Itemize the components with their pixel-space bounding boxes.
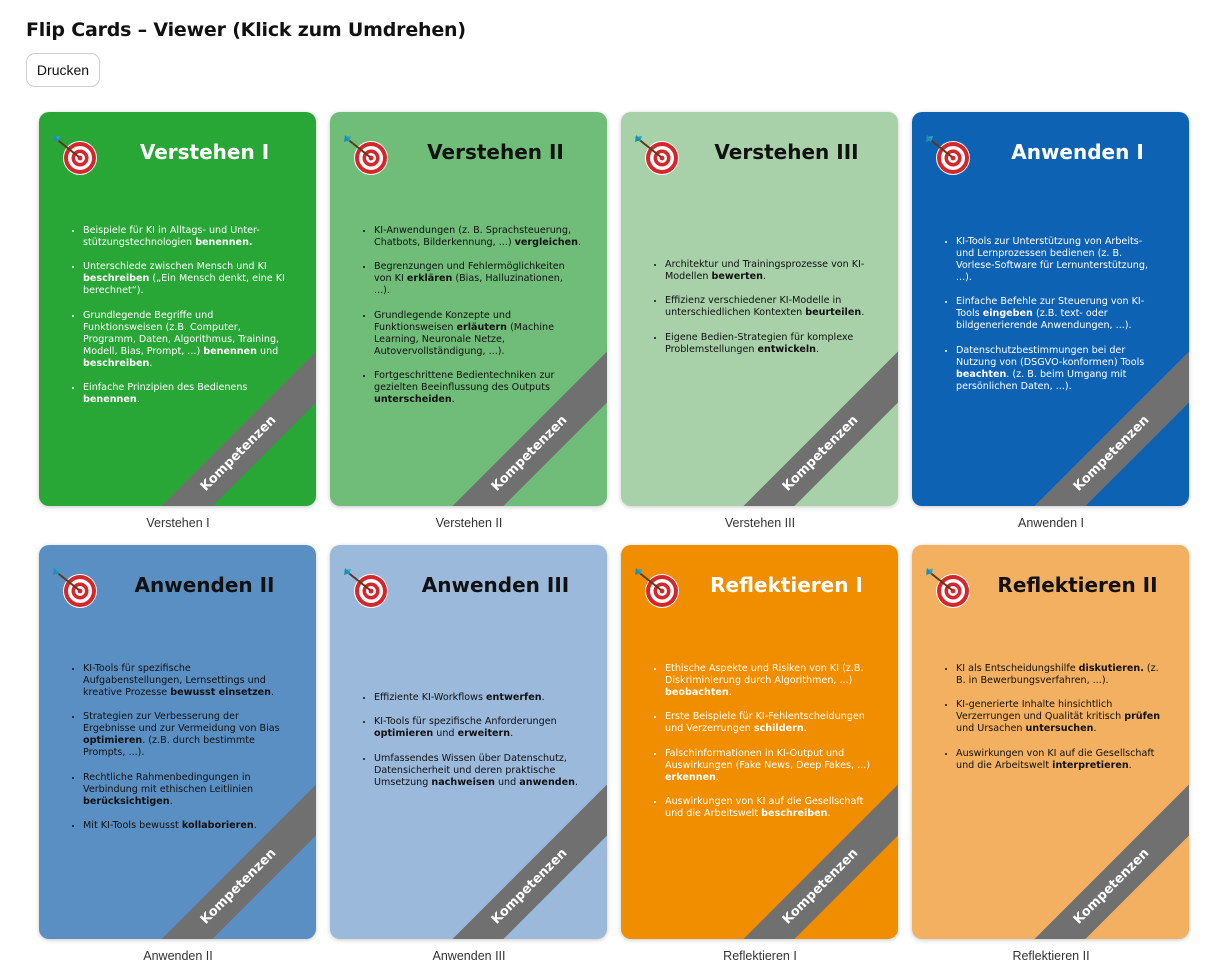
competency-verb: erweitern	[457, 728, 511, 740]
competency-verb: interpretieren	[1052, 759, 1129, 771]
card-header	[924, 565, 1179, 613]
competency-item	[665, 663, 872, 699]
competency-text: Mit KI-Tools bewusst	[83, 820, 182, 832]
competency-text: KI-Tools zur Unterstützung von Arbeits- und Lernprozessen bedienen (z. B. Vorlese-Software für Lernunterstützung, ...).	[956, 236, 1148, 283]
competency-text: .	[169, 795, 173, 807]
competency-text: .	[762, 271, 766, 282]
competency-text: .	[715, 771, 719, 783]
card-caption: Verstehen I	[146, 516, 210, 530]
target-icon	[633, 567, 683, 609]
competency-text: Begrenzungen und Fehlermöglichkeiten von KI	[374, 261, 565, 285]
competency-verb: beurteilen	[805, 307, 862, 319]
flip-card[interactable]	[330, 545, 607, 939]
card-title: Reflektieren I	[710, 573, 863, 597]
competency-text: Umfassendes Wissen über Datenschutz, Datensicherheit und deren praktische Umsetzung	[374, 752, 567, 788]
competency-verb: beachten	[956, 368, 1007, 380]
competency-text: Unterschiede zwischen Mensch und KI	[83, 261, 267, 273]
competency-item	[665, 332, 872, 356]
card-header	[633, 565, 888, 613]
print-button[interactable]: Drucken	[26, 53, 100, 87]
competency-text: und Ursachen	[956, 723, 1026, 735]
competency-item	[374, 716, 581, 740]
competency-text: und	[256, 345, 279, 357]
competency-item	[665, 259, 872, 283]
competency-text: und	[494, 776, 520, 788]
card-caption: Verstehen II	[435, 516, 503, 530]
competency-verb: untersuchen	[1025, 723, 1094, 735]
competency-verb: erkennen	[665, 771, 716, 783]
flip-card[interactable]	[621, 545, 898, 939]
card-caption: Verstehen III	[724, 516, 796, 530]
competency-item	[665, 796, 872, 820]
competency-text: Ethische Aspekte und Risiken von KI (z.B. Diskriminierung durch Algorithmen, ...)	[665, 663, 864, 686]
competency-text: .	[577, 237, 582, 248]
competency-item	[956, 699, 1163, 735]
competency-item	[665, 295, 872, 319]
competency-list	[944, 236, 1163, 405]
competency-text: .	[803, 723, 807, 735]
competency-verb: anwenden	[519, 776, 575, 788]
target-icon	[51, 567, 101, 609]
competency-item	[374, 261, 581, 297]
competency-text: Datenschutzbestimmungen bei der Nutzung von (DSGVO-konformen) Tools	[956, 344, 1145, 368]
card-header	[342, 565, 597, 613]
competency-item	[956, 345, 1163, 393]
competency-item	[83, 772, 290, 808]
competency-text: KI-Tools für spezifische Anforderungen	[374, 716, 557, 728]
competency-item	[374, 753, 581, 789]
card-caption: Anwenden III	[432, 949, 506, 963]
card-wrapper	[621, 112, 899, 530]
competency-text: .	[541, 692, 545, 703]
competency-text: .	[271, 687, 275, 698]
kompetenzen-ribbon: Kompetenzen	[1004, 779, 1189, 939]
competency-item	[374, 225, 581, 249]
competency-list	[653, 663, 872, 833]
competency-text: KI als Entscheidungshilfe	[956, 663, 1079, 674]
card-caption: Anwenden II	[143, 949, 213, 963]
kompetenzen-ribbon: Kompetenzen	[422, 779, 607, 939]
competency-text: . (z. B. beim Umgang mit persönlichen Daten, ...).	[956, 368, 1127, 392]
competency-item	[83, 261, 290, 297]
competency-verb: beschreiben	[83, 357, 150, 369]
competency-text: .	[253, 820, 257, 832]
competency-item	[83, 382, 290, 406]
card-caption: Anwenden I	[1017, 516, 1085, 530]
competency-text: Effiziente KI-Workflows	[374, 692, 487, 703]
target-icon	[51, 134, 101, 176]
competency-item	[83, 820, 290, 832]
competency-text: Strategien zur Verbesserung der Ergebnisse und zur Vermeidung von Bias	[83, 711, 280, 735]
competency-item	[374, 370, 581, 406]
card-title: Verstehen I	[139, 140, 270, 164]
target-icon	[342, 134, 392, 176]
competency-item	[83, 711, 290, 759]
competency-text: .	[136, 394, 140, 406]
competency-verb: beschreiben	[761, 808, 828, 820]
competency-item	[956, 748, 1163, 772]
competency-verb: optimieren	[83, 735, 143, 747]
card-wrapper	[621, 545, 899, 963]
card-wrapper	[39, 112, 317, 530]
card-title: Anwenden III	[421, 573, 570, 597]
card-title: Verstehen III	[714, 140, 859, 164]
flip-card[interactable]	[330, 112, 607, 506]
card-header	[342, 132, 597, 180]
competency-verb: diskutieren.	[1078, 663, 1144, 674]
card-wrapper	[39, 545, 317, 963]
card-header	[51, 132, 306, 180]
competency-text: Fortgeschrittene Bedientechniken zur gezielten Beeinflussung des Outputs	[374, 370, 555, 394]
competency-list	[71, 225, 290, 419]
target-icon	[342, 567, 392, 609]
competency-text: .	[451, 394, 455, 406]
flip-card[interactable]	[621, 112, 898, 506]
competency-item	[665, 748, 872, 784]
competency-verb: beobachten	[665, 687, 729, 698]
competency-text: .	[149, 357, 153, 369]
competency-text: .	[1128, 759, 1132, 771]
competency-text: .	[827, 808, 831, 820]
competency-item	[374, 692, 581, 704]
competency-text: (z. B. in Bewerbungsverfahren, ...).	[956, 663, 1159, 686]
competency-text: Beispiele für KI in Alltags- und Unter-stützungstechnologien	[83, 225, 260, 248]
competency-verb: eingeben	[982, 308, 1033, 320]
card-title: Reflektieren II	[997, 573, 1158, 597]
target-icon	[633, 134, 683, 176]
competency-verb: bewusst einsetzen	[170, 687, 271, 698]
competency-text: KI-generierte Inhalte hinsichtlich Verzerrungen und Qualität kritisch	[956, 699, 1125, 723]
competency-list	[362, 225, 581, 419]
card-caption: Reflektieren I	[723, 949, 797, 963]
page-title: Flip Cards – Viewer (Klick zum Umdrehen)	[26, 19, 466, 41]
kompetenzen-ribbon: Kompetenzen	[131, 346, 316, 506]
competency-list	[71, 663, 290, 845]
card-wrapper	[912, 545, 1190, 963]
competency-verb: benennen.	[195, 237, 253, 248]
competency-text: Auswirkungen von KI auf die Gesellschaft und die Arbeitswelt	[665, 796, 864, 820]
competency-text: Auswirkungen von KI auf die Gesellschaft und die Arbeitswelt	[956, 747, 1155, 771]
competency-verb: nachweisen	[431, 776, 495, 788]
competency-text: KI-Anwendungen (z. B. Sprachsteuerung, Chatbots, Bilderkennung, ...)	[374, 225, 572, 248]
card-header	[924, 132, 1179, 180]
card-header	[51, 565, 306, 613]
competency-verb: prüfen	[1124, 711, 1161, 723]
card-title: Verstehen II	[427, 140, 564, 164]
competency-verb: bewerten	[711, 271, 763, 282]
competency-verb: unterscheiden	[374, 394, 452, 406]
competency-item	[83, 310, 290, 370]
card-wrapper	[912, 112, 1190, 530]
competency-item	[956, 296, 1163, 332]
competency-verb: beschreiben	[83, 273, 150, 285]
card-wrapper	[330, 545, 608, 963]
competency-text: und	[433, 728, 458, 740]
competency-verb: benennen	[203, 345, 257, 357]
card-header	[633, 132, 888, 180]
competency-text: Erste Beispiele für KI-Fehlentscheidungen und Verzerrungen	[665, 711, 865, 735]
competency-text: (Bias, Halluzinationen, ...).	[374, 273, 563, 297]
competency-item	[83, 663, 290, 699]
competency-text: Eigene Bedien-Strategien für komplexe Problemstellungen	[665, 331, 854, 355]
card-wrapper	[330, 112, 608, 530]
competency-text: .	[728, 687, 732, 698]
competency-item	[83, 225, 290, 249]
competency-text: . (z.B. durch bestimmte Prompts, ...).	[83, 735, 255, 759]
competency-text: („Ein Mensch denkt, eine KI berechnet“).	[83, 273, 285, 297]
flip-card[interactable]	[912, 112, 1189, 506]
target-icon	[924, 134, 974, 176]
competency-text: Einfache Befehle zur Steuerung von KI-Tools	[956, 296, 1145, 320]
competency-text: KI-Tools für spezifische Aufgabenstellungen, Lernsettings und kreative Prozesse	[83, 663, 266, 698]
competency-text: Rechtliche Rahmenbedingungen in Verbindung mit ethischen Leitlinien	[83, 771, 254, 795]
card-title: Anwenden II	[134, 573, 275, 597]
target-icon	[924, 567, 974, 609]
competency-text: (Machine Learning, Neuronale Netze, Autovervollständigung, ...).	[374, 321, 554, 357]
kompetenzen-ribbon: Kompetenzen	[1004, 346, 1189, 506]
competency-item	[956, 236, 1163, 284]
competency-verb: optimieren	[374, 728, 434, 740]
competency-text: Effizienz verschiedener KI-Modelle in unterschiedlichen Kontexten	[665, 295, 842, 319]
kompetenzen-ribbon: Kompetenzen	[713, 346, 898, 506]
competency-list	[944, 663, 1163, 784]
competency-verb: erklären	[406, 273, 453, 285]
competency-text: .	[1093, 723, 1097, 735]
competency-verb: kollaborieren	[181, 820, 254, 832]
flip-card[interactable]	[39, 112, 316, 506]
competency-text: (z.B. text- oder bildgenerierende Anwendungen, ...).	[956, 308, 1132, 332]
competency-item	[374, 310, 581, 358]
competency-text: .	[816, 343, 820, 355]
competency-verb: entwerfen	[486, 692, 542, 703]
competency-verb: benennen	[83, 394, 137, 406]
competency-text: Grundlegende Begriffe und Funktionsweisen (z.B. Computer, Programm, Daten, Algorithmus, Training, Modell, Bias, Prompt, ...)	[83, 309, 280, 357]
competency-text: Grundlegende Konzepte und Funktionsweisen	[374, 309, 512, 333]
competency-text: Einfache Prinzipien des Bedienens	[83, 382, 248, 394]
kompetenzen-ribbon: Kompetenzen	[131, 779, 316, 939]
flip-card[interactable]	[39, 545, 316, 939]
competency-verb: entwickeln	[757, 343, 817, 355]
card-title: Anwenden I	[1011, 140, 1144, 164]
competency-text: Architektur und Trainingsprozesse von KI-Modellen	[665, 259, 865, 282]
competency-text: Falschinformationen in KI-Output und Auswirkungen (Fake News, Deep Fakes, ...)	[665, 747, 871, 771]
competency-verb: berücksichtigen	[83, 795, 170, 807]
kompetenzen-ribbon: Kompetenzen	[422, 346, 607, 506]
competency-text: .	[574, 776, 579, 788]
kompetenzen-ribbon: Kompetenzen	[713, 779, 898, 939]
competency-verb: vergleichen	[514, 237, 578, 248]
competency-text: .	[861, 307, 865, 319]
competency-item	[665, 711, 872, 735]
competency-list	[653, 259, 872, 368]
competency-verb: schildern	[753, 723, 804, 735]
competency-item	[956, 663, 1163, 687]
competency-list	[362, 692, 581, 801]
competency-verb: erläutern	[456, 321, 508, 333]
card-caption: Reflektieren II	[1012, 949, 1090, 963]
flip-card[interactable]	[912, 545, 1189, 939]
competency-text: .	[510, 728, 514, 740]
